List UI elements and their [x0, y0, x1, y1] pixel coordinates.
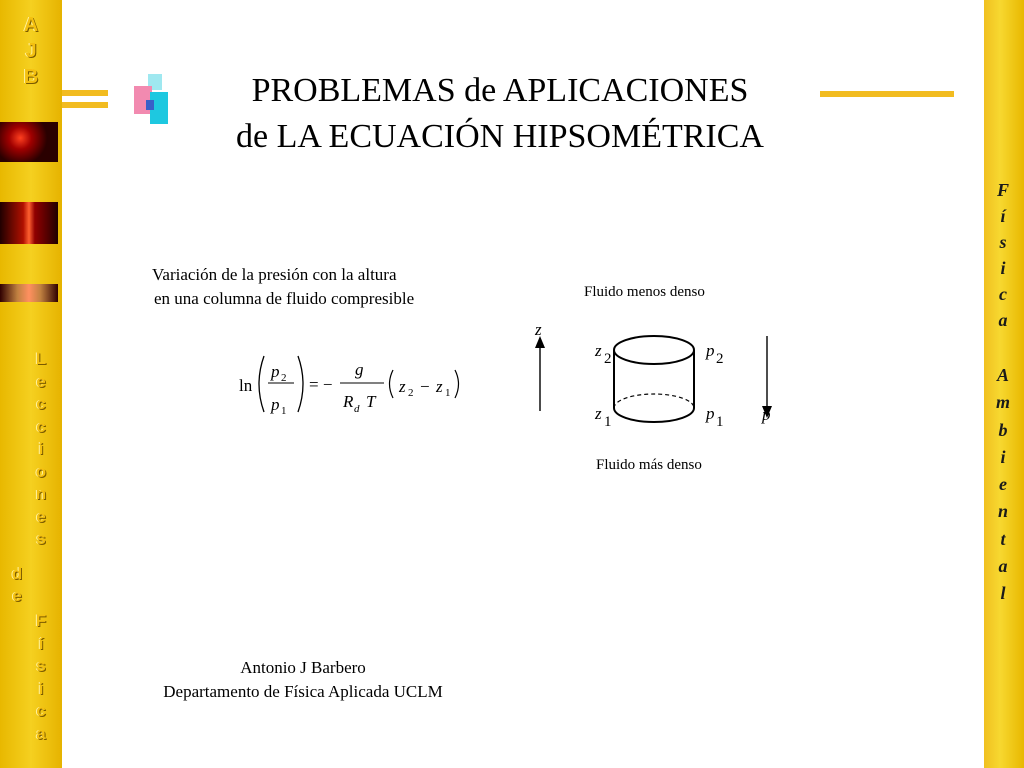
sidebar-letter: i — [1000, 258, 1006, 278]
sidebar-letter: A — [996, 365, 1009, 385]
denominator-r: R — [343, 392, 354, 411]
thumbnail-image-3 — [0, 284, 58, 302]
monogram-letter: J — [25, 40, 37, 62]
p2-label: p — [706, 341, 715, 360]
sidebar-letter: s — [36, 529, 46, 548]
subscript: 1 — [445, 387, 451, 399]
subscript: 1 — [716, 414, 724, 430]
author-name: Antonio J Barbero — [240, 658, 366, 677]
subscript: 2 — [604, 351, 612, 367]
sidebar-letter: o — [35, 461, 47, 481]
sidebar-letter: c — [36, 416, 46, 436]
subtitle — [152, 263, 472, 311]
caption-top: Fluido menos denso — [584, 284, 705, 300]
caption-bottom: Fluido más denso — [596, 457, 702, 473]
z1-symbol: z — [436, 377, 443, 396]
numerator-p: p — [271, 362, 280, 381]
z1-label: z — [595, 404, 602, 423]
decorative-bar — [62, 90, 108, 96]
sidebar-letter: e — [36, 506, 46, 526]
sidebar-letter: d — [11, 564, 23, 583]
title-line: de LA ECUACIÓN HIPSOMÉTRICA — [236, 118, 764, 155]
subscript: 2 — [408, 387, 414, 399]
ln-symbol: ln — [239, 376, 253, 395]
sidebar-letter: m — [995, 392, 1010, 413]
title-line: PROBLEMAS de APLICACIONES — [251, 72, 749, 109]
thumbnail-image-2 — [0, 202, 58, 244]
sidebar-text-fisica — [28, 610, 54, 745]
sidebar-letter: n — [997, 501, 1008, 522]
sidebar-letter: s — [36, 656, 46, 675]
thumbnail-image-1 — [0, 122, 58, 162]
numerator-g: g — [355, 360, 364, 379]
sidebar-letter: i — [38, 678, 44, 698]
sidebar-letter: í — [38, 633, 44, 653]
sidebar-letter: e — [12, 586, 22, 605]
sidebar-letter: i — [38, 439, 44, 458]
sidebar-letter: a — [998, 556, 1008, 577]
right-text-fisica — [988, 177, 1018, 333]
author-credit — [118, 656, 488, 704]
z2-symbol: z — [399, 377, 406, 396]
sidebar-text-lecciones — [28, 348, 54, 551]
minus-sign: − — [420, 377, 430, 396]
z-axis-label: z — [535, 320, 542, 339]
subscript: d — [354, 403, 360, 415]
sidebar-letter: c — [999, 284, 1007, 304]
sidebar-letter: c — [36, 394, 46, 413]
sidebar-text-de — [4, 563, 30, 607]
right-text-ambiental — [988, 362, 1018, 608]
p1-label: p — [706, 404, 715, 423]
sidebar-letter: s — [999, 232, 1007, 252]
sidebar-letter: L — [35, 349, 47, 368]
monogram-letter: A — [23, 14, 39, 36]
sidebar-letter: a — [36, 723, 46, 743]
subscript: 2 — [281, 372, 287, 384]
sidebar-letter: i — [1000, 446, 1006, 467]
denominator-p: p — [271, 395, 280, 414]
sidebar-letter: c — [36, 701, 46, 720]
department-name: Departamento de Física Aplicada UCLM — [163, 682, 443, 701]
sidebar-letter: a — [998, 310, 1008, 330]
p-axis-label: p — [762, 405, 771, 424]
sidebar-letter: F — [996, 180, 1009, 200]
subscript: 1 — [281, 405, 287, 417]
sidebar-letter: l — [1000, 583, 1006, 604]
sidebar-letter: e — [999, 474, 1007, 495]
equals-minus: = − — [309, 375, 333, 394]
sidebar-letter: n — [35, 484, 47, 503]
cylinder-and-arrows — [520, 318, 790, 428]
sidebar-letter: t — [1000, 528, 1006, 549]
subtitle-line: Variación de la presión con la altura — [152, 265, 397, 284]
sidebar-letter: F — [35, 611, 47, 630]
monogram-ajb — [16, 12, 46, 90]
decorative-bar — [62, 102, 108, 108]
z2-label: z — [595, 341, 602, 360]
sidebar-letter: b — [998, 419, 1008, 440]
page-title — [150, 68, 850, 160]
monogram-letter: B — [23, 66, 39, 88]
equation-brackets — [256, 352, 506, 416]
sidebar-letter: e — [36, 371, 46, 391]
sidebar-letter: í — [1000, 206, 1006, 226]
subscript: 1 — [604, 414, 612, 430]
subscript: 2 — [716, 351, 724, 367]
subtitle-line: en una columna de fluido compresible — [154, 289, 415, 308]
denominator-t: T — [366, 392, 376, 411]
